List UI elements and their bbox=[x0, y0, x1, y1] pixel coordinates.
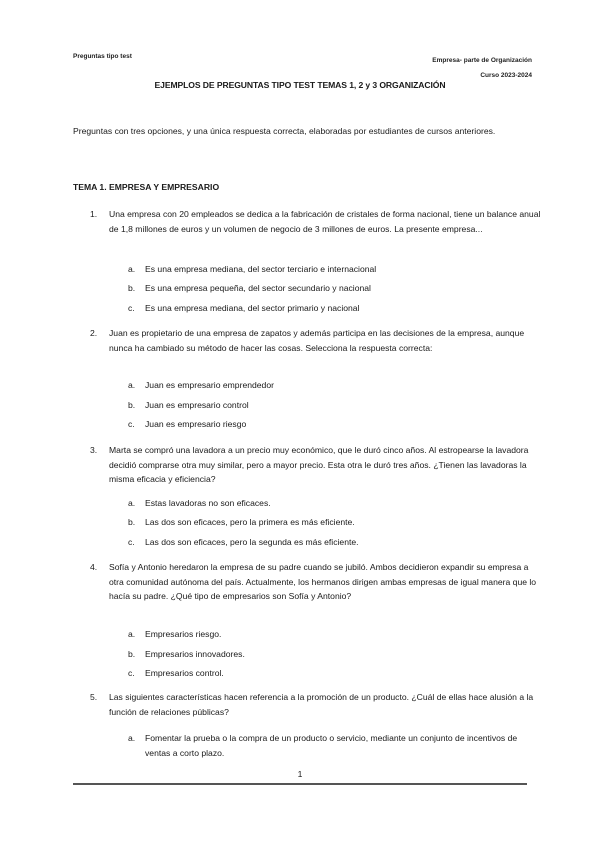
option-text: Juan es empresario riesgo bbox=[145, 419, 247, 429]
question-3 bbox=[90, 443, 542, 487]
option-text: Las dos son eficaces, pero la segunda es más eficiente. bbox=[145, 537, 359, 547]
option-5a bbox=[128, 731, 542, 760]
question-number: 5. bbox=[90, 692, 98, 702]
option-label: b. bbox=[128, 649, 136, 659]
header-right bbox=[432, 53, 532, 83]
option-1a bbox=[128, 262, 542, 277]
option-label: c. bbox=[128, 668, 135, 678]
header-course: Curso 2023-2024 bbox=[480, 72, 532, 79]
question-5 bbox=[90, 690, 542, 719]
option-label: a. bbox=[128, 733, 136, 743]
option-text: Juan es empresario emprendedor bbox=[145, 380, 274, 390]
page-number: 1 bbox=[297, 769, 303, 779]
option-label: c. bbox=[128, 537, 135, 547]
question-number: 2. bbox=[90, 328, 98, 338]
question-4 bbox=[90, 560, 542, 604]
option-text: Empresarios control. bbox=[145, 668, 224, 678]
option-2a bbox=[128, 378, 542, 393]
question-number: 1. bbox=[90, 209, 98, 219]
document-title: EJEMPLOS DE PREGUNTAS TIPO TEST TEMAS 1, 2 y 3 ORGANIZACIÓN bbox=[154, 80, 446, 90]
option-3a bbox=[128, 496, 542, 511]
option-text: Es una empresa pequeña, del sector secundario y nacional bbox=[145, 283, 371, 293]
option-2b bbox=[128, 398, 542, 413]
option-text: Empresarios innovadores. bbox=[145, 649, 245, 659]
option-3c bbox=[128, 535, 542, 550]
option-label: a. bbox=[128, 264, 136, 274]
question-1 bbox=[90, 207, 542, 236]
option-text: Juan es empresario control bbox=[145, 400, 249, 410]
option-text: Estas lavadoras no son eficaces. bbox=[145, 498, 271, 508]
question-number: 3. bbox=[90, 445, 98, 455]
option-1c bbox=[128, 301, 542, 316]
question-text: Una empresa con 20 empleados se dedica a la fabricación de cristales de forma nacional, tiene un balance anual de 1,8 millones de euros y un volumen de negocio de 3 millones de euros. La presente empresa... bbox=[109, 209, 541, 234]
intro-paragraph: Preguntas con tres opciones, y una única respuesta correcta, elaboradas por estudiantes de cursos anteriores. bbox=[73, 126, 496, 136]
footer-divider bbox=[73, 783, 527, 785]
option-label: a. bbox=[128, 380, 136, 390]
option-label: c. bbox=[128, 303, 135, 313]
option-label: b. bbox=[128, 517, 136, 527]
option-label: c. bbox=[128, 419, 135, 429]
question-text: Las siguientes características hacen referencia a la promoción de un producto. ¿Cuál de ellas hace alusión a la función de relaciones públicas? bbox=[109, 692, 534, 717]
option-label: a. bbox=[128, 629, 136, 639]
header-subject: Empresa- parte de Organización bbox=[432, 57, 532, 64]
option-4b bbox=[128, 647, 542, 662]
option-label: a. bbox=[128, 498, 136, 508]
question-text: Marta se compró una lavadora a un precio muy económico, que le duró cinco años. Al estropearse la lavadora decidió comprarse otra muy similar, pero a mayor precio. Esta otra le duró tres años. ¿Tienen las lavadoras la misma eficacia y eficiencia? bbox=[109, 445, 529, 484]
option-text: Es una empresa mediana, del sector primario y nacional bbox=[145, 303, 360, 313]
option-text: Las dos son eficaces, pero la primera es más eficiente. bbox=[145, 517, 355, 527]
question-text: Sofía y Antonio heredaron la empresa de su padre cuando se jubiló. Ambos decidieron expandir su empresa a otra comunidad autónoma del país. Actualmente, los hermanos dirigen ambas empresas de igual manera que lo hacía su padre. ¿Qué tipo de empresarios son Sofía y Antonio? bbox=[109, 562, 537, 601]
option-4c bbox=[128, 666, 542, 681]
option-4a bbox=[128, 627, 542, 642]
option-label: b. bbox=[128, 400, 136, 410]
question-2 bbox=[90, 326, 542, 355]
option-text: Empresarios riesgo. bbox=[145, 629, 222, 639]
section-heading: TEMA 1. EMPRESA Y EMPRESARIO bbox=[73, 182, 220, 192]
option-text: Es una empresa mediana, del sector terciario e internacional bbox=[145, 264, 377, 274]
question-number: 4. bbox=[90, 562, 98, 572]
option-label: b. bbox=[128, 283, 136, 293]
option-1b bbox=[128, 281, 542, 296]
question-text: Juan es propietario de una empresa de zapatos y además participa en las decisiones de la empresa, aunque nunca ha cambiado su método de hacer las cosas. Selecciona la respuesta correcta: bbox=[109, 328, 525, 353]
option-3b bbox=[128, 515, 542, 530]
option-text: Fomentar la prueba o la compra de un producto o servicio, mediante un conjunto de incentivos de ventas a corto plazo. bbox=[145, 733, 518, 758]
header-left: Preguntas tipo test bbox=[73, 53, 132, 60]
option-2c bbox=[128, 417, 542, 432]
